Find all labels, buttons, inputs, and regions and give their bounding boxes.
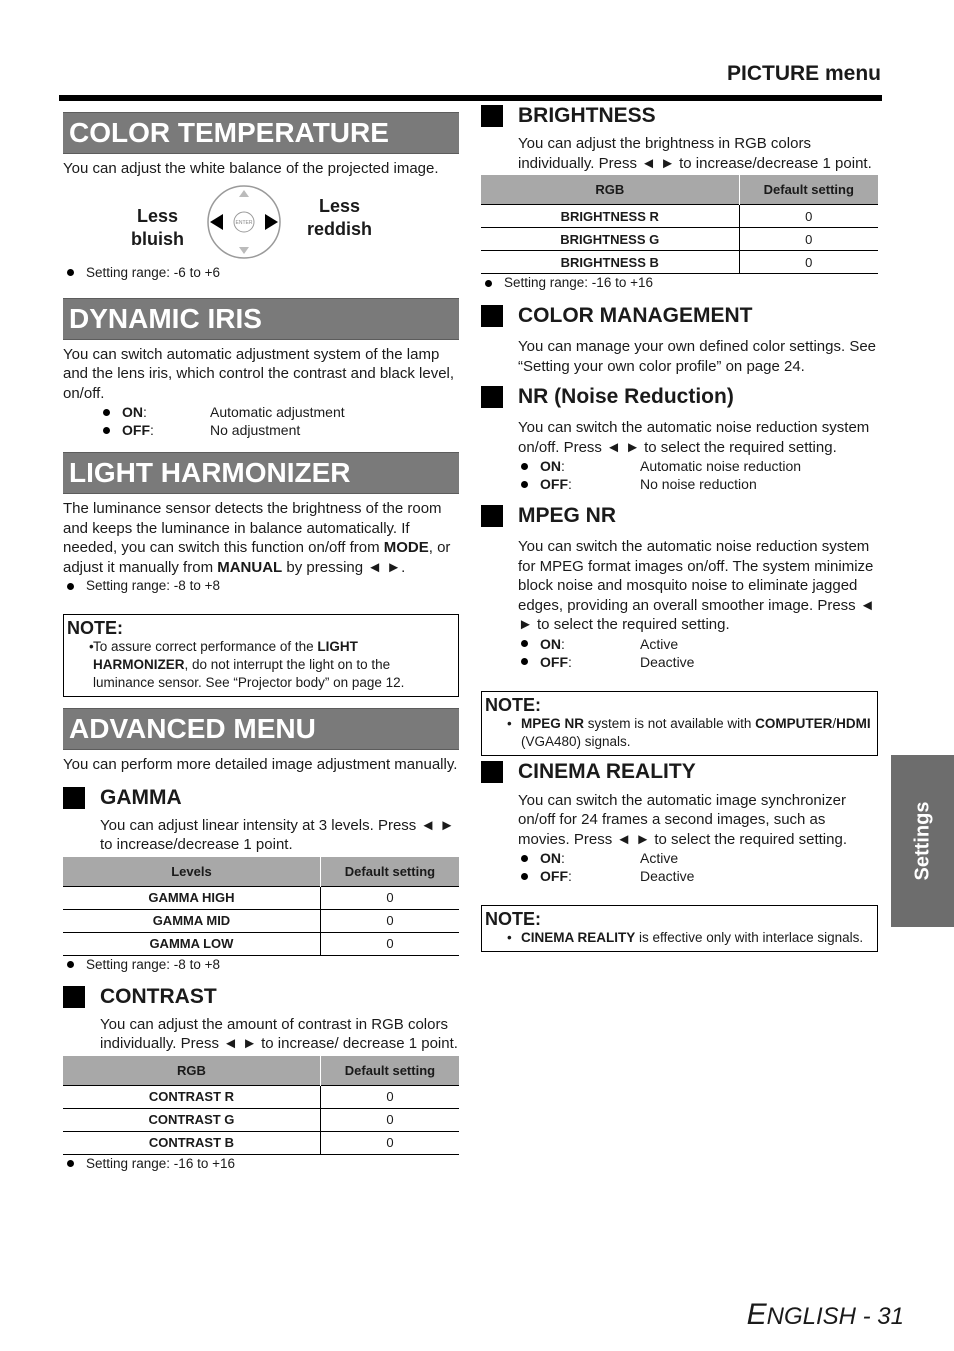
light-harmonizer-heading: LIGHT HARMONIZER [63, 452, 459, 494]
contrast-heading: CONTRAST [63, 984, 459, 1010]
settings-side-tab: Settings [891, 755, 954, 927]
mpeg-nr-heading: MPEG NR [481, 503, 878, 529]
color-management-desc: You can manage your own defined color settings. See “Setting your own color profile” on page 24. [518, 338, 877, 375]
nr-desc: You can switch the automatic noise reduction system on/off. Press ◄ ► to select the required setting. [518, 419, 870, 456]
light-harmonizer-desc: The luminance sensor detects the brightness of the room and keeps the luminance in balance automatically. If needed, you can switch this function on/off from MODE, or adjust it manually from MANUAL by pressing ◄ ►. [63, 500, 451, 576]
brightness-heading: BRIGHTNESS [481, 103, 878, 129]
cinema-reality-desc: You can switch the automatic image synchronizer on/off for 24 frames a second images, such as movies. Press ◄ ► to select the required setting. [518, 791, 847, 848]
less-bluish-label: Less bluish [131, 205, 184, 249]
table-row: BRIGHTNESS R 0 [481, 205, 878, 228]
advanced-menu-desc: You can perform more detailed image adjustment manually. [63, 756, 458, 773]
gamma-desc: You can adjust linear intensity at 3 levels. Press ◄ ► to increase/decrease 1 point. [100, 816, 455, 853]
table-row: CONTRAST B 0 [63, 1131, 459, 1154]
gamma-heading: GAMMA [63, 785, 459, 811]
table-row: GAMMA HIGH 0 [63, 886, 459, 909]
table-row: BRIGHTNESS B 0 [481, 251, 878, 274]
table-row: CONTRAST R 0 [63, 1085, 459, 1108]
color-temperature-range: Setting range: -6 to +6 [63, 264, 459, 282]
less-reddish-label: Less reddish [307, 195, 373, 239]
header-rule [59, 95, 882, 101]
dynamic-iris-desc: You can switch automatic adjustment system of the lamp and the lens iris, which control the contrast and black level, on/off. [63, 345, 455, 402]
page-footer: ENGLISH - 31 [746, 1298, 904, 1331]
gamma-range: Setting range: -8 to +8 [63, 956, 459, 974]
light-harmonizer-range: Setting range: -8 to +8 [63, 577, 459, 595]
color-temperature-desc: You can adjust the white balance of the projected image. [63, 160, 439, 177]
table-row: GAMMA MID 0 [63, 909, 459, 932]
nr-on: ON: Automatic noise reduction [481, 457, 878, 475]
contrast-table: RGB Default setting CONTRAST R 0 CONTRAST G 0 CONTRAST B 0 [63, 1056, 459, 1155]
color-temperature-control [63, 182, 459, 262]
contrast-range: Setting range: -16 to +16 [63, 1155, 459, 1173]
light-harmonizer-note: NOTE: • To assure correct performance of the LIGHT HARMONIZER, do not interrupt the light on to the luminance sensor. See “Projector body” on page 12. [63, 614, 459, 697]
gamma-table: Levels Default setting GAMMA HIGH 0 GAMMA MID 0 GAMMA LOW 0 [63, 857, 459, 956]
brightness-desc: You can adjust the brightness in RGB colors individually. Press ◄ ► to increase/decrease 1 point. [518, 135, 872, 172]
mpeg-nr-desc: You can switch the automatic noise reduction system for MPEG format images on/off. The system minimize block noise and mosquito noise to eliminate jagged edges, providing an overall smoother image. Press ◄ ► to select the required setting. [518, 538, 875, 633]
dynamic-iris-heading: DYNAMIC IRIS [63, 298, 459, 340]
color-temperature-heading: COLOR TEMPERATURE [63, 112, 459, 154]
mpeg-nr-off: OFF: Deactive [481, 653, 878, 671]
color-management-heading: COLOR MANAGEMENT [481, 303, 878, 329]
cinema-reality-heading: CINEMA REALITY [481, 759, 878, 785]
table-row: CONTRAST G 0 [63, 1108, 459, 1131]
arrow-pad-icon [206, 184, 282, 260]
cinema-reality-on: ON: Active [481, 849, 878, 867]
left-column [63, 112, 459, 1173]
table-row: BRIGHTNESS G 0 [481, 228, 878, 251]
dynamic-iris-on: ON: Automatic adjustment [63, 403, 459, 421]
cinema-reality-off: OFF: Deactive [481, 867, 878, 885]
enter-label: ENTER [235, 219, 253, 226]
brightness-table: RGB Default setting BRIGHTNESS R 0 BRIGHTNESS G 0 BRIGHTNESS B 0 [481, 175, 878, 274]
dynamic-iris-off: OFF: No adjustment [63, 421, 459, 439]
advanced-menu-heading: ADVANCED MENU [63, 708, 459, 750]
nr-heading: NR (Noise Reduction) [481, 384, 878, 410]
nr-off: OFF: No noise reduction [481, 475, 878, 493]
mpeg-nr-on: ON: Active [481, 635, 878, 653]
mpeg-nr-note: NOTE: • MPEG NR system is not available with COMPUTER/HDMI (VGA480) signals. [481, 691, 878, 756]
right-column [481, 103, 878, 952]
page-section-title: PICTURE menu [726, 62, 881, 85]
table-row: GAMMA LOW 0 [63, 932, 459, 955]
brightness-range: Setting range: -16 to +16 [481, 274, 878, 292]
cinema-reality-note: NOTE: • CINEMA REALITY is effective only with interlace signals. [481, 905, 878, 952]
contrast-desc: You can adjust the amount of contrast in RGB colors individually. Press ◄ ► to increase/ decrease 1 point. [100, 1015, 458, 1052]
